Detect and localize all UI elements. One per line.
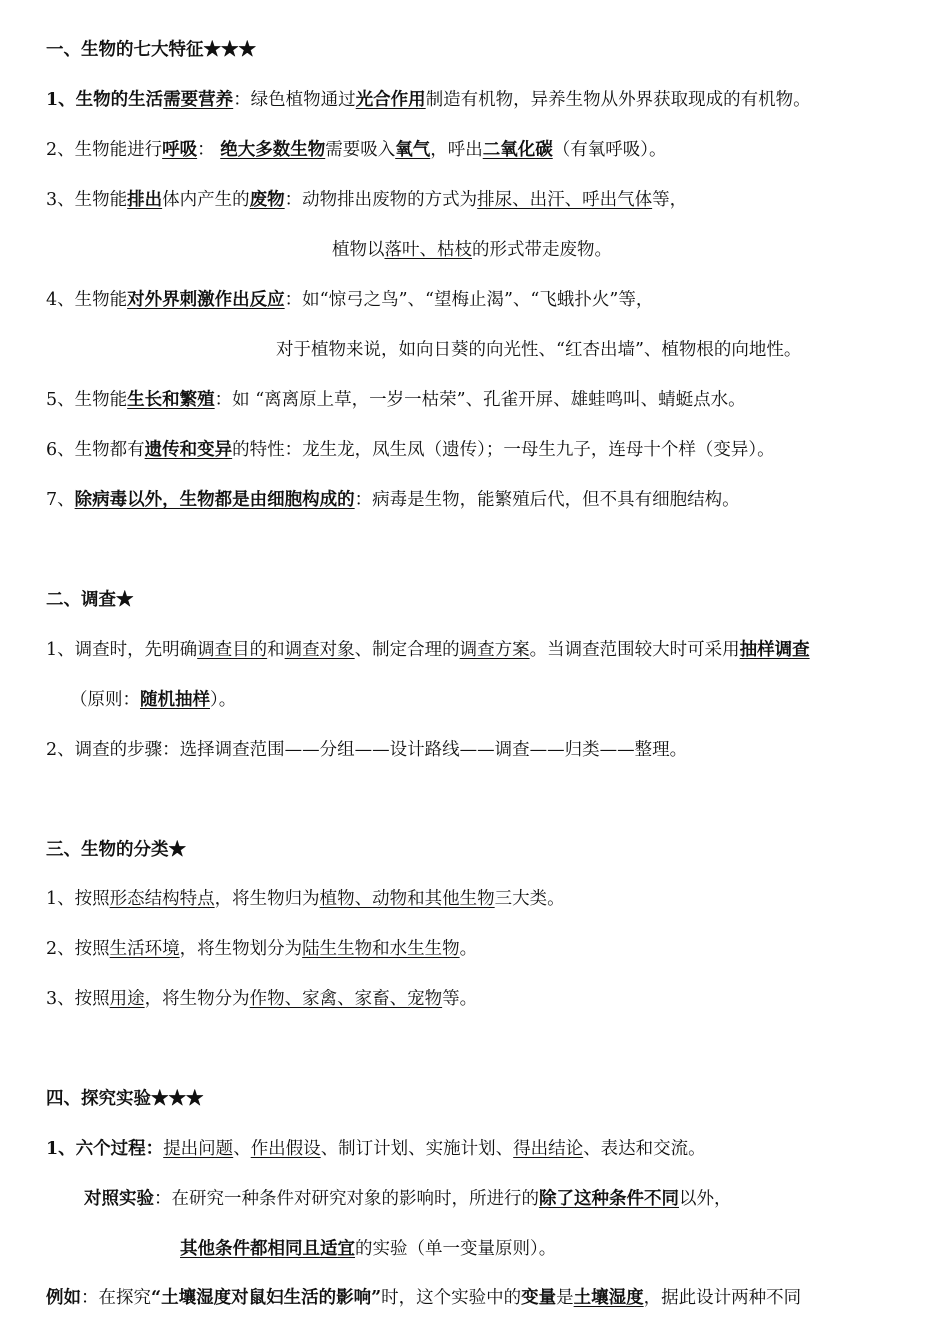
paragraph-line (0, 937, 950, 961)
text-segment: 调查方案 (459, 640, 530, 660)
paragraph-line (0, 238, 950, 262)
text-segment: ：绿色植物通过 (233, 90, 356, 110)
section-heading: 四、探究实验★★★ (46, 1089, 204, 1109)
section-heading: 二、调查★ (46, 590, 134, 610)
paragraph-line (0, 188, 950, 212)
text-segment: 2、调查的步骤：选择调查范围——分组——设计路线——调查——归类——整理。 (46, 740, 688, 760)
text-segment: 作物、家禽、家畜、宠物 (249, 989, 443, 1009)
paragraph-line (0, 88, 950, 112)
text-segment: 体内产生的 (162, 190, 250, 210)
paragraph-line (0, 738, 950, 762)
text-segment: 遗传和变异 (144, 440, 233, 460)
text-segment: 的实验（单一变量原则）。 (355, 1239, 557, 1259)
paragraph-line (0, 488, 950, 512)
paragraph-line (0, 438, 950, 462)
text-segment: 对外界刺激作出反应 (127, 290, 285, 310)
text-segment: 其他条件都相同且适宜 (180, 1239, 355, 1259)
text-segment: 植物、动物和其他生物 (319, 889, 495, 909)
text-segment: 陆生生物和水生生物 (302, 939, 460, 959)
text-segment: 等， (652, 190, 688, 210)
text-segment: ：如“惊弓之鸟”、“望梅止渴”、“飞蛾扑火”等， (284, 290, 654, 310)
paragraph-line (0, 388, 950, 412)
paragraph-line (0, 638, 950, 662)
text-segment: 、 (233, 1139, 251, 1159)
text-segment: 调查目的 (197, 640, 268, 660)
text-segment: 等。 (442, 989, 478, 1009)
text-segment: ，据此设计两种不同 (643, 1288, 802, 1308)
paragraph-line (0, 1137, 950, 1161)
text-segment: ：如 “离离原上草，一岁一枯荣”、孔雀开屏、雄蛙鸣叫、蜻蜓点水。 (214, 390, 746, 410)
text-segment: 变量 (521, 1288, 557, 1308)
text-segment: 时，这个实验中的 (381, 1288, 522, 1308)
paragraph-line (0, 688, 950, 712)
section-heading: 三、生物的分类★ (46, 840, 186, 860)
text-segment: 除病毒以外，生物都是由细胞构成的 (74, 490, 355, 510)
paragraph-line (0, 1237, 950, 1261)
paragraph-line (0, 288, 950, 312)
text-segment: 。 (459, 939, 478, 959)
text-segment: ：在研究一种条件对研究对象的影响时，所进行的 (154, 1189, 539, 1209)
text-segment: 绝大多数生物 (220, 140, 326, 160)
text-segment: 、制订计划、实施计划、 (320, 1139, 514, 1159)
text-segment: ，将生物分为 (144, 989, 250, 1009)
text-segment: 氧气 (395, 140, 431, 160)
text-segment: ）。 (210, 690, 237, 710)
text-segment: 、制定合理的 (354, 640, 460, 660)
text-segment: ，呼出 (430, 140, 483, 160)
text-segment: 2、生物能进行 (46, 140, 163, 160)
text-segment: 用途 (109, 989, 145, 1009)
text-segment: 是 (556, 1288, 574, 1308)
text-segment: ：病毒是生物，能繁殖后代，但不具有细胞结构。 (354, 490, 740, 510)
text-segment: 。当调查范围较大时可采用 (529, 640, 740, 660)
text-segment: 对照实验 (84, 1189, 154, 1209)
text-segment: 制造有机物，异养生物从外界获取现成的有机物。 (425, 90, 811, 110)
text-segment: 作出假设 (250, 1139, 321, 1159)
text-segment: 抽样调查 (739, 640, 810, 660)
paragraph-line (0, 987, 950, 1011)
text-segment: （原则： (70, 690, 140, 710)
text-segment: 、表达和交流。 (583, 1139, 706, 1159)
text-segment: 生活环境 (109, 939, 180, 959)
text-segment: 1、按照 (46, 889, 110, 909)
text-segment: 5、生物能 (46, 390, 128, 410)
text-segment: 排尿、出汗、呼出气体 (477, 190, 653, 210)
text-segment: 1、六个过程： (46, 1139, 164, 1159)
text-segment: 提出问题 (163, 1139, 234, 1159)
text-segment: 的形式带走废物。 (472, 240, 612, 260)
paragraph-line (0, 887, 950, 911)
text-segment: 3、生物能 (46, 190, 128, 210)
text-segment: ： (197, 140, 221, 160)
text-segment: 7、 (46, 490, 75, 510)
text-segment: 形态结构特点 (109, 889, 215, 909)
text-segment: 呼吸 (162, 140, 198, 160)
text-segment: ：动物排出废物的方式为 (284, 190, 478, 210)
text-segment: 的特性：龙生龙，凤生凤（遗传）；一母生九子，连母十个样（变异）。 (232, 440, 775, 460)
text-segment: 三大类。 (494, 889, 565, 909)
paragraph-line (0, 1286, 950, 1310)
text-segment: 1、调查时，先明确 (46, 640, 198, 660)
text-segment: 二氧化碳 (482, 140, 553, 160)
text-segment: 随机抽样 (140, 690, 210, 710)
text-segment: 植物以 (332, 240, 385, 260)
text-segment: 得出结论 (513, 1139, 584, 1159)
text-segment: 4、生物能 (46, 290, 128, 310)
text-segment: ：在探究 (81, 1288, 151, 1308)
text-segment: “土壤湿度对鼠妇生活的影响” (151, 1288, 382, 1308)
text-segment: 例如 (46, 1288, 81, 1308)
text-segment: 落叶、枯枝 (384, 240, 472, 260)
text-segment: 6、生物都有 (46, 440, 145, 460)
text-segment: （有氧呼吸）。 (552, 140, 667, 160)
text-segment: 对于植物来说，如向日葵的向光性、“红杏出墙”、植物根的向地性。 (276, 340, 802, 360)
text-segment: 需要吸入 (325, 140, 396, 160)
text-segment: 生长和繁殖 (127, 390, 215, 410)
text-segment: 光合作用 (355, 90, 426, 110)
text-segment: 除了这种条件不同 (539, 1189, 679, 1209)
text-segment: ，将生物归为 (214, 889, 320, 909)
text-segment: 1、生物的生活 (46, 90, 164, 110)
paragraph-line (0, 138, 950, 162)
text-segment: 以外， (679, 1189, 732, 1209)
text-segment: 废物 (249, 190, 285, 210)
text-segment: 3、按照 (46, 989, 110, 1009)
text-segment: 排出 (127, 190, 163, 210)
text-segment: 土壤湿度 (573, 1288, 644, 1308)
paragraph-line (0, 338, 950, 362)
text-segment: 和 (267, 640, 285, 660)
text-segment: 调查对象 (284, 640, 355, 660)
text-segment: 需要营养 (163, 90, 234, 110)
paragraph-line (0, 1187, 950, 1211)
section-heading: 一、生物的七大特征★★★ (46, 40, 256, 60)
text-segment: ，将生物划分为 (179, 939, 303, 959)
text-segment: 2、按照 (46, 939, 110, 959)
